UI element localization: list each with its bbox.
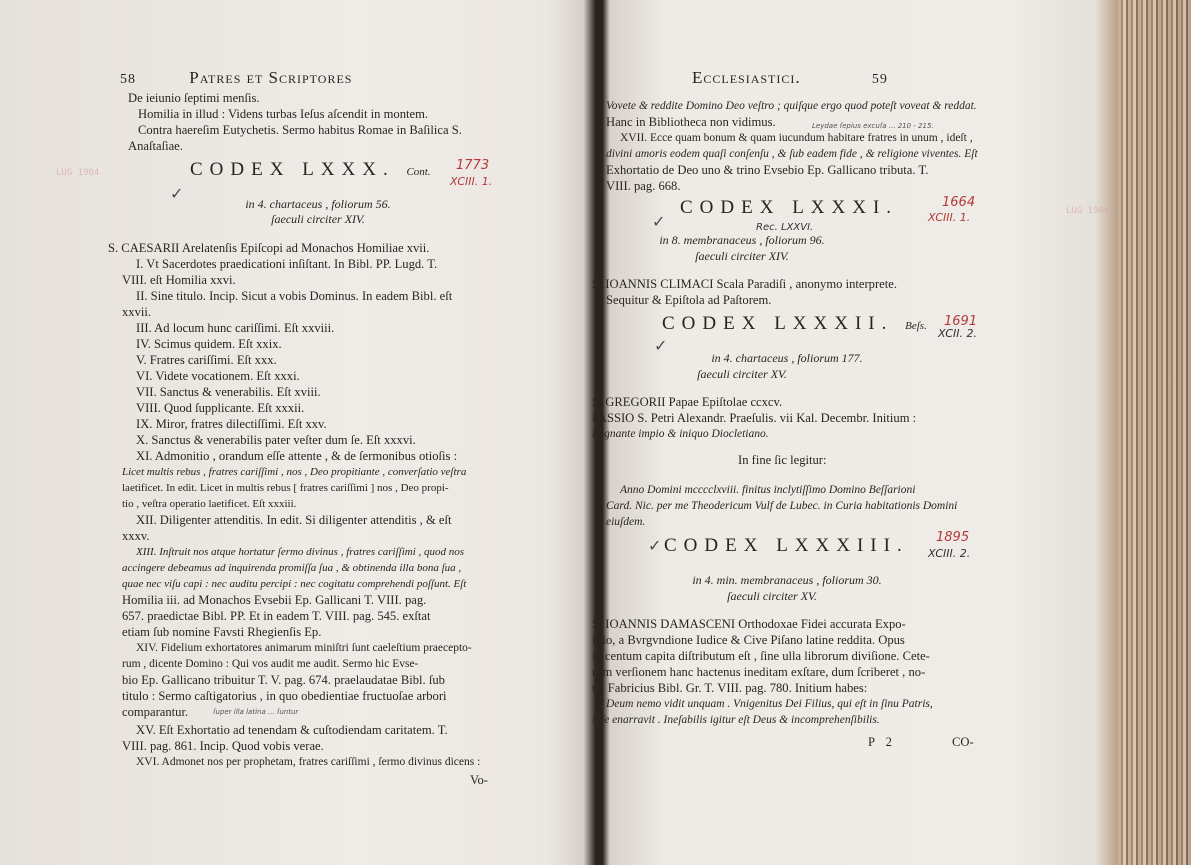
codex-description: ſaeculi circiter XV.	[727, 589, 817, 603]
text-line: IV. Scimus quidem. Eſt xxix.	[136, 337, 282, 351]
page-number-left: 58	[120, 72, 136, 87]
text-line: I. Vt Sacerdotes praedicationi inſiſtant. In Bibl. PP. Lugd. T.	[136, 257, 438, 271]
check-mark-icon: ✓	[652, 212, 666, 231]
text-line: accingere debeamus ad inquirenda promiſſa ſua , & obtinenda illa bona ſua ,	[122, 562, 462, 574]
handwritten-shelfmark: XCIII. 2.	[928, 547, 971, 560]
text-line: Regnante impio & iniquo Diocletiano.	[592, 428, 769, 440]
text-line: S. GREGORII Papae Epiſtolae ccxcv.	[592, 395, 783, 409]
text-line: VIII. eſt Homilia xxvi.	[122, 273, 236, 287]
text-line: tat Fabricius Bibl. Gr. T. VIII. pag. 780. Initium habes:	[592, 681, 868, 695]
text-line: V. Fratres cariſſimi. Eſt xxx.	[136, 353, 277, 367]
text-line: Vovete & reddite Domino Deo veſtro ; quiſque ergo quod poteſt voveat & reddat.	[606, 100, 977, 112]
text-line: X. Sanctus & venerabilis pater veſter dum ſe. Eſt xxxvi.	[136, 433, 416, 447]
text-line: xxxv.	[122, 529, 150, 543]
text-line: Homilia in illud : Videns turbas Ieſus aſcendit in montem.	[138, 107, 429, 121]
codex-cont: Cont.	[406, 166, 431, 178]
codex-description: in 8. membranaceus , foliorum 96.	[659, 233, 825, 247]
text-line: rum verſionem hanc hactenus ineditam exſtare, dum ſcriberet , no-	[592, 665, 926, 679]
codex-description: ſaeculi circiter XIV.	[695, 249, 789, 263]
text-line: Hanc in Bibliotheca non vidimus.	[606, 115, 776, 129]
text-line: Licet multis rebus , fratres cariſſimi , nos , Deo propitiante , converſatio veſtra	[122, 466, 467, 478]
catchword-left: Vo-	[470, 773, 488, 787]
codex-note: Beſs.	[905, 320, 927, 332]
codex-heading: CODEX LXXXIII.	[664, 535, 909, 556]
check-mark-icon: ✓	[170, 184, 184, 203]
right-header	[692, 70, 888, 88]
text-line: VIII. Quod ſupplicante. Eſt xxxii.	[136, 401, 305, 415]
text-line: comparantur.	[122, 705, 189, 719]
text-line: VI. Videte vocationem. Eſt xxxi.	[136, 369, 300, 383]
text-line: VIII. pag. 861. Incip. Quod vobis verae.	[122, 739, 324, 753]
library-stamp: LUG 1904	[56, 168, 100, 178]
text-line: XIII. Inſtruit nos atque hortatur ſermo divinus , fratres cariſſimi , quod nos	[136, 546, 465, 558]
text-line: Exhortatio de Deo uno & trino Evsebio Ep. Gallicano tributa. T.	[606, 163, 929, 177]
handwritten-number: 1895	[936, 530, 970, 545]
text-line: XII. Diligenter attenditis. In edit. Si diligenter attenditis , & eſt	[136, 513, 452, 527]
codex-description: ſaeculi circiter XV.	[697, 367, 787, 381]
codex-description: in 4. chartaceus , foliorum 177.	[711, 351, 863, 365]
text-line: Contra haereſim Eutychetis. Sermo habitus Romae in Baſilica S.	[138, 123, 462, 137]
text-line: Sequitur & Epiſtola ad Paſtorem.	[606, 293, 772, 307]
text-line: S. CAESARII Arelatenſis Epiſcopi ad Monachos Homiliae xvii.	[108, 241, 430, 255]
handwritten-note: ſuper illa latina ... ſuntur	[213, 708, 299, 716]
handwritten-shelfmark: XCIII. 1.	[450, 175, 493, 188]
text-line: XVII. Ecce quam bonum & quam iucundum habitare fratres in unum , ideſt ,	[620, 132, 973, 144]
running-head-left: Patres et Scriptores	[189, 68, 353, 87]
text-line: XIV. Fidelium exhortatores animarum miniſtri ſunt caeleſtium praecepto-	[136, 642, 472, 654]
left-page	[108, 0, 528, 865]
text-line: S. IOANNIS DAMASCENI Orthodoxae Fidei accurata Expo-	[592, 617, 906, 631]
text-line: PASSIO S. Petri Alexandr. Praeſulis. vii Kal. Decembr. Initium :	[592, 411, 917, 425]
codex-heading: CODEX LXXX. Cont.	[190, 159, 431, 180]
handwritten-shelfmark: XCII. 2.	[938, 327, 977, 340]
handwritten-shelfmark: XCIII. 1.	[928, 211, 971, 224]
page-number-right: 59	[871, 72, 888, 87]
page-edges	[1118, 0, 1191, 865]
running-head-right: Ecclesiastici.	[692, 68, 801, 87]
signature-mark: P 2	[868, 735, 896, 749]
text-line: laetificet. In edit. Licet in multis rebus [ fratres cariſſimi ] nos , Deo propi-	[122, 482, 449, 494]
handwritten-note: Rec. LXXVI.	[756, 222, 814, 233]
codex-description: in 4. min. membranaceus , foliorum 30.	[692, 573, 882, 587]
text-line: Deum nemo vidit unquam . Vnigenitus Dei Filius, qui eſt in ſinu Patris,	[606, 698, 933, 710]
text-line: divini amoris eodem quaſi conſenſu , & ſub eadem fide , & religione viventes. Eſt	[606, 148, 978, 160]
text-line: ipſe enarravit . Ineſabilis igitur eſt Deus & incomprehenſibilis.	[592, 714, 880, 726]
text-line: In fine ſic legitur:	[738, 453, 827, 467]
library-stamp: LUG 1904	[1066, 206, 1110, 216]
text-line: Anno Domini mcccclxviii. finitus inclytiſſimo Domino Beſſarioni	[620, 484, 916, 496]
check-mark-icon: ✓	[654, 336, 668, 355]
codex-description: ſaeculi circiter XIV.	[271, 212, 365, 226]
text-line: VIII. pag. 668.	[606, 179, 681, 193]
text-line: S. IOANNIS CLIMACI Scala Paradiſi , anonymo interprete.	[592, 277, 897, 291]
text-line: eiuſdem.	[606, 516, 646, 528]
text-line: De ieiunio ſeptimi menſis.	[128, 91, 260, 105]
check-mark-icon: ✓	[648, 536, 662, 555]
text-line: in centum capita diſtributum eſt , ſine ulla librorum diviſione. Cete-	[592, 649, 930, 663]
text-line: 657. praedictae Bibl. PP. Et in eadem T. VIII. pag. 545. exſtat	[122, 609, 431, 623]
text-line: rum , dicente Domino : Qui vos audit me audit. Sermo hic Evse-	[122, 658, 419, 670]
codex-heading: CODEX LXXXI.	[680, 197, 899, 218]
text-line: ſitio, a Bvrgvndione Iudice & Cive Piſano latine reddita. Opus	[592, 633, 905, 647]
text-line: tio , veſtra operatio laetificet. Eſt xxxiii.	[122, 498, 297, 510]
text-line: III. Ad locum hunc cariſſimi. Eſt xxviii.	[136, 321, 335, 335]
text-line: XVI. Admonet nos per prophetam, fratres cariſſimi , ſermo divinus dicens :	[136, 756, 481, 768]
text-line: Card. Nic. per me Theodericum Vulf de Lubec. in Curia habitationis Domini	[606, 500, 958, 512]
text-line: bio Ep. Gallicano tribuitur T. V. pag. 674. praelaudatae Bibl. ſub	[122, 673, 445, 687]
handwritten-note: Leydae ſepius excuſa ... 210 - 215.	[812, 122, 934, 130]
handwritten-number: 1691	[944, 314, 978, 329]
text-line: IX. Miror, fratres dilectiſſimi. Eſt xxv.	[136, 417, 327, 431]
text-line: VII. Sanctus & venerabilis. Eſt xviii.	[136, 385, 321, 399]
text-line: Anaſtaſiae.	[128, 139, 183, 153]
text-line: XI. Admonitio , orandum eſſe attente , & de ſermonibus otioſis :	[136, 449, 458, 463]
text-line: quae nec viſu capi : nec auditu percipi : nec cogitatu comprehendi poſſunt. Eſt	[122, 578, 467, 590]
text-line: etiam ſub nomine Favsti Rhegienſis Ep.	[122, 625, 322, 639]
text-line: titulo : Sermo caſtigatorius , in quo obedientiae fructuoſae arbori	[122, 689, 447, 703]
right-page	[592, 0, 1007, 865]
codex-description: in 4. chartaceus , foliorum 56.	[245, 197, 391, 211]
text-line: II. Sine titulo. Incip. Sicut a vobis Dominus. In eadem Bibl. eſt	[136, 289, 453, 303]
catchword-right: CO-	[952, 735, 974, 749]
text-line: xxvii.	[122, 305, 152, 319]
codex-heading: CODEX LXXXII. Beſs.	[662, 313, 927, 334]
text-line: Homilia iii. ad Monachos Evsebii Ep. Gallicani T. VIII. pag.	[122, 593, 427, 607]
handwritten-number: 1773	[456, 158, 490, 173]
handwritten-number: 1664	[942, 195, 976, 210]
text-line: XV. Eſt Exhortatio ad tenendam & cuſtodiendam caritatem. T.	[136, 723, 448, 737]
left-header	[120, 70, 352, 88]
